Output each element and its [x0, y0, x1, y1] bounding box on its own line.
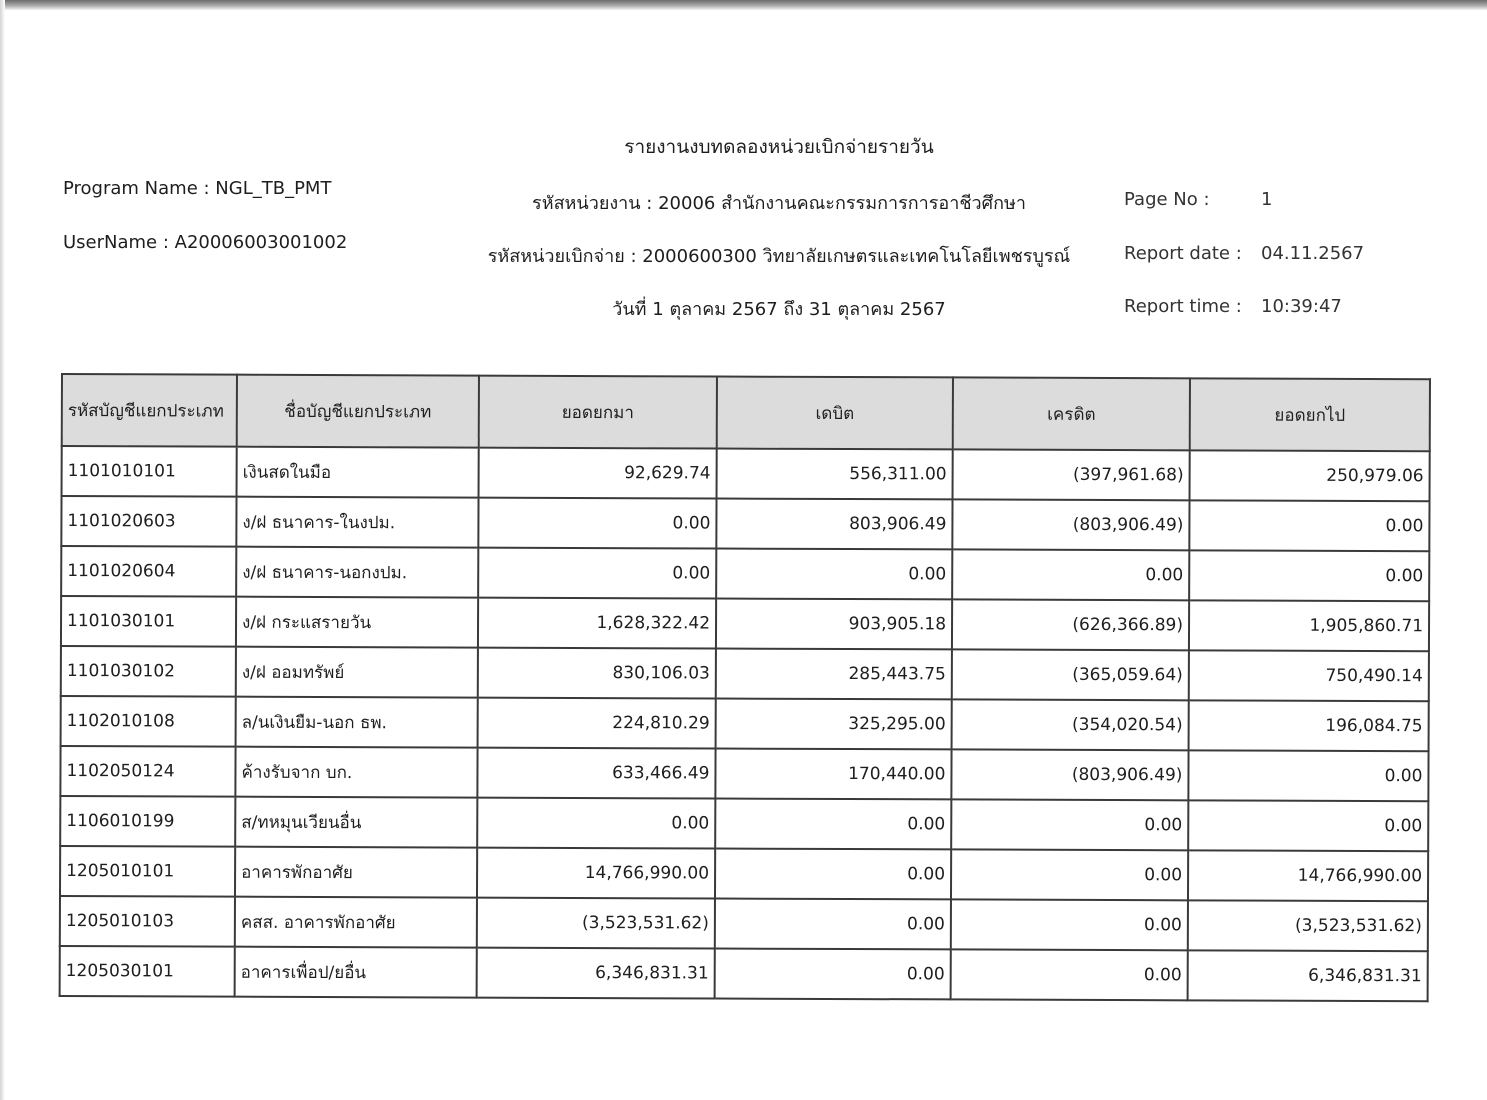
table-row: [60, 896, 1428, 951]
page-no-value: 1: [1261, 189, 1273, 210]
account-code-cell: 1106010199: [60, 796, 235, 847]
table-row: [60, 946, 1428, 1001]
account-name-cell: อาคารพักอาศัย: [235, 847, 477, 898]
closing-balance-cell: 0.00: [1188, 750, 1428, 801]
header-opening-balance: ยอดยกมา: [479, 376, 717, 449]
credit-cell: (354,020.54): [952, 699, 1189, 750]
debit-cell: 0.00: [715, 949, 951, 1000]
closing-balance-cell: 6,346,831.31: [1188, 950, 1428, 1001]
opening-balance-cell: 6,346,831.31: [477, 948, 715, 999]
report-time-value: 10:39:47: [1261, 296, 1342, 317]
closing-balance-cell: 0.00: [1188, 800, 1428, 851]
account-code-cell: 1101010101: [62, 446, 237, 497]
opening-balance-cell: 0.00: [478, 498, 716, 549]
report-date-value: 04.11.2567: [1261, 243, 1365, 264]
account-name-cell: เงินสดในมือ: [237, 447, 479, 498]
credit-cell: (803,906.49): [951, 749, 1188, 800]
closing-balance-cell: 250,979.06: [1190, 450, 1430, 501]
opening-balance-cell: (3,523,531.62): [477, 898, 715, 949]
debit-cell: 0.00: [715, 799, 951, 850]
opening-balance-cell: 633,466.49: [477, 748, 715, 799]
header-debit: เดบิต: [717, 377, 953, 450]
opening-balance-cell: 92,629.74: [479, 448, 717, 499]
header-closing-balance: ยอดยกไป: [1190, 378, 1430, 451]
credit-cell: 0.00: [951, 899, 1188, 950]
report-title: รายงานงบทดลองหน่วยเบิกจ่ายรายวัน: [624, 136, 934, 158]
debit-cell: 325,295.00: [716, 699, 952, 750]
account-code-cell: 1102010108: [61, 696, 236, 747]
table-header-row: [62, 374, 1430, 451]
debit-cell: 285,443.75: [716, 649, 952, 700]
account-name-cell: ส/ทหมุนเวียนอื่น: [235, 797, 477, 848]
account-name-cell: อาคารเพื่อป/ยอื่น: [235, 947, 477, 998]
credit-cell: 0.00: [951, 849, 1188, 900]
credit-cell: (397,961.68): [953, 449, 1190, 500]
closing-balance-cell: 14,766,990.00: [1188, 850, 1428, 901]
closing-balance-cell: (3,523,531.62): [1188, 900, 1428, 951]
debit-cell: 0.00: [715, 899, 951, 950]
user-name: UserName : A20006003001002: [63, 232, 348, 253]
opening-balance-cell: 0.00: [477, 798, 715, 849]
table-row: [60, 796, 1428, 851]
report-time-label: Report time :: [1124, 296, 1242, 317]
page-no-label: Page No :: [1124, 189, 1210, 210]
opening-balance-cell: 1,628,322.42: [478, 598, 716, 649]
closing-balance-cell: 750,490.14: [1189, 650, 1429, 701]
debit-cell: 903,905.18: [716, 599, 952, 650]
account-code-cell: 1101020604: [61, 546, 236, 597]
account-name-cell: ค้างรับจาก บก.: [235, 747, 477, 798]
table-row: [62, 446, 1430, 501]
opening-balance-cell: 224,810.29: [478, 698, 716, 749]
credit-cell: 0.00: [951, 949, 1188, 1000]
debit-cell: 170,440.00: [715, 749, 951, 800]
closing-balance-cell: 1,905,860.71: [1189, 600, 1429, 651]
page-top-edge: [0, 0, 1487, 10]
credit-cell: (365,059.64): [952, 649, 1189, 700]
table-row: [60, 746, 1428, 801]
account-code-cell: 1205030101: [60, 946, 235, 997]
page-left-edge: [0, 0, 5, 1100]
table-row: [61, 596, 1429, 651]
report-date-label: Report date :: [1124, 243, 1242, 264]
header-account-code: รหัสบัญชีแยกประเภท: [62, 374, 237, 447]
program-name: Program Name : NGL_TB_PMT: [63, 178, 332, 199]
table-row: [61, 546, 1429, 601]
account-name-cell: ง/ฝ กระแสรายวัน: [236, 597, 478, 648]
credit-cell: (626,366.89): [952, 599, 1189, 650]
account-code-cell: 1102050124: [60, 746, 235, 797]
table-row: [60, 846, 1428, 901]
table-row: [61, 646, 1429, 701]
report-period: วันที่ 1 ตุลาคม 2567 ถึง 31 ตุลาคม 2567: [612, 299, 946, 320]
account-name-cell: ง/ฝ ออมทรัพย์: [236, 647, 478, 698]
table-row: [61, 696, 1429, 751]
debit-cell: 0.00: [715, 849, 951, 900]
debit-cell: 556,311.00: [717, 449, 953, 500]
account-name-cell: ง/ฝ ธนาคาร-ในงปม.: [236, 497, 478, 548]
disbursement-unit: รหัสหน่วยเบิกจ่าย : 2000600300 วิทยาลัยเกษตรและเทคโนโลยีเพชรบูรณ์: [487, 246, 1071, 267]
account-name-cell: คสส. อาคารพักอาศัย: [235, 897, 477, 948]
opening-balance-cell: 14,766,990.00: [477, 848, 715, 899]
trial-balance-table: [59, 373, 1431, 1002]
account-code-cell: 1101030101: [61, 596, 236, 647]
account-code-cell: 1205010103: [60, 896, 235, 947]
account-code-cell: 1101020603: [61, 496, 236, 547]
debit-cell: 803,906.49: [716, 499, 952, 550]
account-name-cell: ล/นเงินยืม-นอก ธพ.: [236, 697, 478, 748]
header-account-name: ชื่อบัญชีแยกประเภท: [237, 375, 479, 448]
debit-cell: 0.00: [716, 549, 952, 600]
credit-cell: 0.00: [952, 549, 1189, 600]
credit-cell: (803,906.49): [952, 499, 1189, 550]
closing-balance-cell: 0.00: [1189, 500, 1429, 551]
account-code-cell: 1101030102: [61, 646, 236, 697]
header-credit: เครดิต: [953, 377, 1190, 450]
opening-balance-cell: 0.00: [478, 548, 716, 599]
table-row: [61, 496, 1429, 551]
account-name-cell: ง/ฝ ธนาคาร-นอกงปม.: [236, 547, 478, 598]
closing-balance-cell: 196,084.75: [1189, 700, 1429, 751]
agency-code: รหัสหน่วยงาน : 20006 สำนักงานคณะกรรมการการอาชีวศึกษา: [532, 193, 1026, 214]
closing-balance-cell: 0.00: [1189, 550, 1429, 601]
opening-balance-cell: 830,106.03: [478, 648, 716, 699]
credit-cell: 0.00: [951, 799, 1188, 850]
account-code-cell: 1205010101: [60, 846, 235, 897]
